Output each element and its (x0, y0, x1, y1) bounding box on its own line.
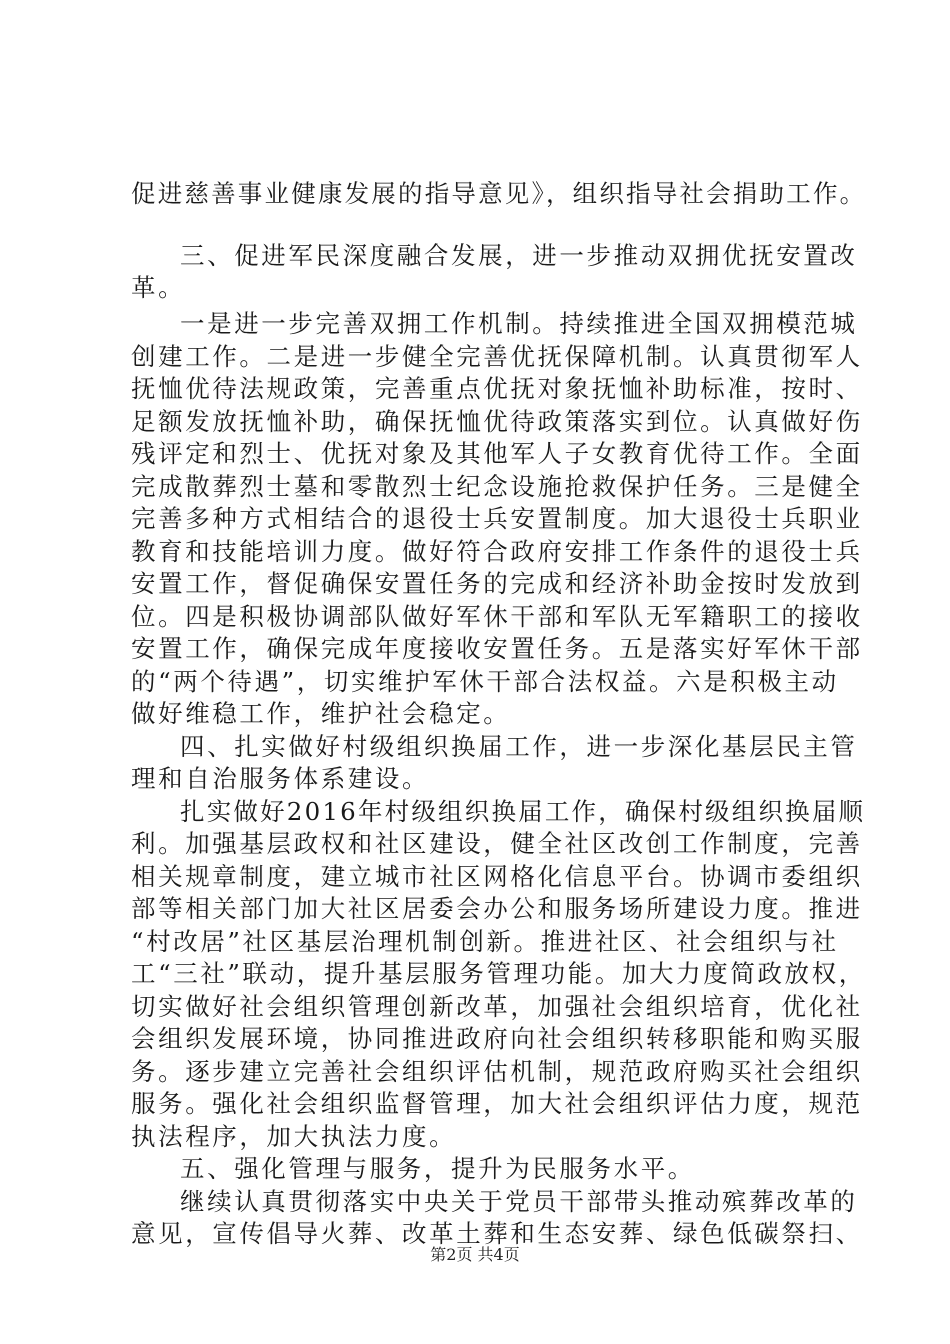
paragraph-line: 安置工作，确保完成年度接收安置任务。五是落实好军休干部 (131, 634, 863, 663)
paragraph-line: 部等相关部门加大社区居委会办公和服务场所建设力度。推进 (131, 894, 863, 923)
paragraph-line: 革。 (131, 273, 186, 302)
paragraph-line: 相关规章制度，建立城市社区网格化信息平台。协调市委组织 (131, 862, 863, 891)
page-footer (0, 1245, 950, 1265)
paragraph-line: 抚恤优待法规政策，完善重点优抚对象抚恤补助标准，按时、 (131, 374, 863, 403)
paragraph-line: 务。逐步建立完善社会组织评估机制，规范政府购买社会组织 (131, 1057, 863, 1086)
paragraph-line: 执法程序，加大执法力度。 (131, 1122, 457, 1151)
paragraph-line: 继续认真贯彻落实中央关于党员干部带头推动殡葬改革的 (180, 1187, 858, 1216)
section-heading-3: 三、促进军民深度融合发展，进一步推动双拥优抚安置改 (180, 241, 858, 270)
section-heading-4: 四、扎实做好村级组织换届工作，进一步深化基层民主管 (180, 732, 858, 761)
paragraph-line: 完成散葬烈士墓和零散烈士纪念设施抢救保护任务。三是健全 (131, 472, 863, 501)
paragraph-line: 服务。强化社会组织监督管理，加大社会组织评估力度，规范 (131, 1089, 863, 1118)
paragraph-line: 利。加强基层政权和社区建设，健全社区改创工作制度，完善 (131, 829, 863, 858)
paragraph-line: 完善多种方式相结合的退役士兵安置制度。加大退役士兵职业 (131, 504, 863, 533)
paragraph-line: “村改居”社区基层治理机制创新。推进社区、社会组织与社 (131, 927, 839, 956)
paragraph-line: 工“三社”联动，提升基层服务管理功能。加大力度简政放权， (131, 959, 866, 988)
paragraph-line: 意见，宣传倡导火葬、改革土葬和生态安葬、绿色低碳祭扫、 (131, 1219, 863, 1248)
paragraph-line: 促进慈善事业健康发展的指导意见》，组织指导社会捐助工作。 (131, 179, 867, 208)
paragraph-line: 创建工作。二是进一步健全完善优抚保障机制。认真贯彻军人 (131, 342, 863, 371)
paragraph-line: 位。四是积极协调部队做好军休干部和军队无军籍职工的接收 (131, 602, 863, 631)
section-heading-5: 五、强化管理与服务，提升为民服务水平。 (180, 1154, 695, 1183)
page-number: 第2页 共4页 (430, 1245, 520, 1264)
paragraph-line: 安置工作，督促确保安置任务的完成和经济补助金按时发放到 (131, 569, 863, 598)
paragraph-line: 理和自治服务体系建设。 (131, 764, 430, 793)
paragraph-line: 足额发放抚恤补助，确保抚恤优待政策落实到位。认真做好伤 (131, 407, 863, 436)
paragraph-line: 做好维稳工作，维护社会稳定。 (131, 699, 511, 728)
paragraph-line: 扎实做好2016年村级组织换届工作，确保村级组织换届顺 (180, 797, 866, 826)
paragraph-line: 的“两个待遇”，切实维护军休干部合法权益。六是积极主动 (131, 667, 839, 696)
paragraph-line: 教育和技能培训力度。做好符合政府安排工作条件的退役士兵 (131, 537, 863, 566)
paragraph-line: 残评定和烈士、优抚对象及其他军人子女教育优待工作。全面 (131, 439, 863, 468)
paragraph-line: 切实做好社会组织管理创新改革，加强社会组织培育，优化社 (131, 992, 863, 1021)
paragraph-line: 会组织发展环境，协同推进政府向社会组织转移职能和购买服 (131, 1024, 863, 1053)
paragraph-line: 一是进一步完善双拥工作机制。持续推进全国双拥模范城 (180, 309, 858, 338)
